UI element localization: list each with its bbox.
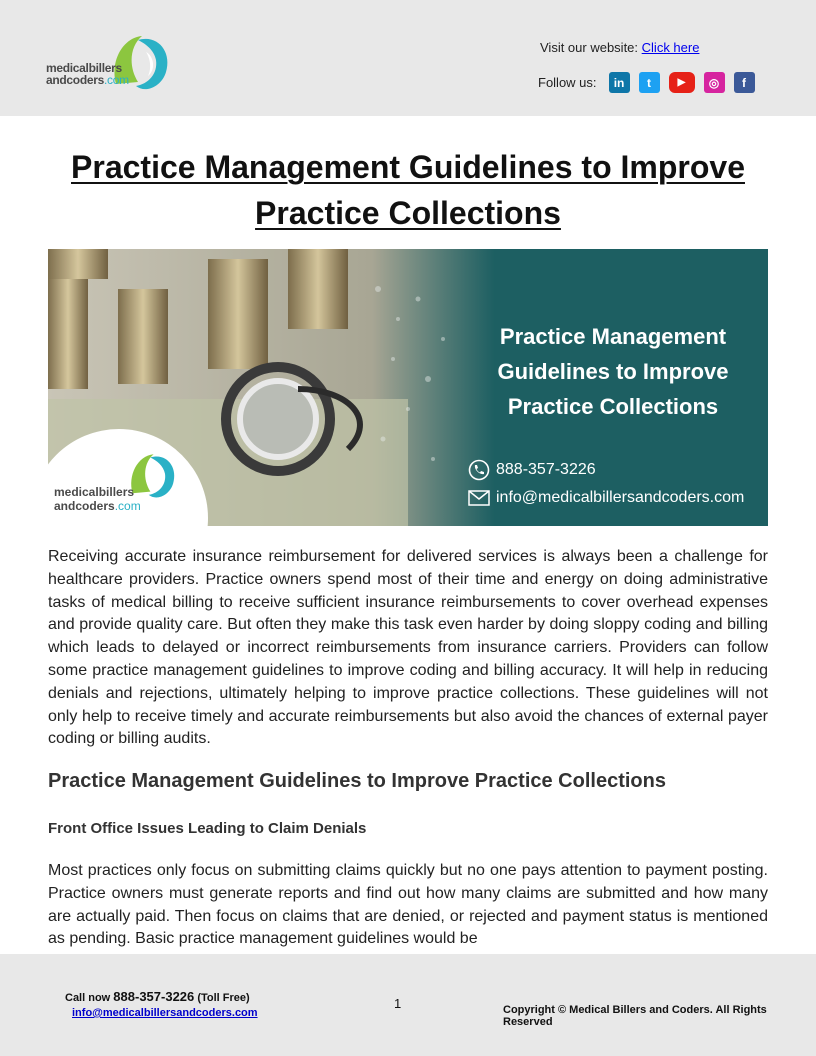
body-paragraph: Most practices only focus on submitting claims quickly but no one pays attention to payment posting. Practice owners must generate reports and find out how many claims are submitted and how many are actually paid. Then focus on claims that are denied, or rejected and payment status is mentioned as pending. Basic practice management guidelines would be: [48, 862, 768, 948]
follow-label: Follow us:: [538, 75, 597, 90]
youtube-icon[interactable]: ▶: [669, 72, 695, 93]
banner-phone: 888-357-3226: [468, 456, 744, 484]
hero-banner-image: [48, 249, 768, 526]
twitter-icon[interactable]: t: [639, 72, 660, 93]
page-header: [0, 0, 816, 116]
footer-phone[interactable]: 888-357-3226: [113, 989, 195, 1004]
email-icon: [468, 490, 490, 506]
linkedin-icon[interactable]: in: [609, 72, 630, 93]
website-link[interactable]: Click here: [641, 40, 700, 55]
page-number: 1: [394, 996, 402, 1011]
subsection-heading: Front Office Issues Leading to Claim Denials: [48, 820, 367, 837]
company-logo[interactable]: [46, 32, 176, 98]
page-title: Practice Management Guidelines to Improve Practice Collections: [71, 149, 745, 231]
footer-email-link[interactable]: info@medicalbillersandcoders.com: [72, 1007, 258, 1019]
follow-us: [538, 72, 764, 93]
banner-title: Practice Management Guidelines to Improve Practice Collections: [497, 324, 729, 419]
banner-contact: [468, 456, 744, 512]
instagram-icon[interactable]: ◎: [704, 72, 725, 93]
visit-label: Visit our website:: [540, 40, 639, 55]
footer-call: Call now 888-357-3226 (Toll Free): [65, 989, 250, 1004]
banner-logo-text: medicalbillers andcoders.com: [54, 485, 141, 513]
logo-text: medicalbillers andcoders.com: [46, 61, 129, 87]
phone-icon: [468, 459, 490, 481]
section-heading: Practice Management Guidelines to Improve Practice Collections: [48, 770, 666, 792]
page-footer: [0, 954, 816, 1056]
copyright: Copyright © Medical Billers and Coders. All Rights Reserved: [503, 1004, 767, 1028]
intro-paragraph: Receiving accurate insurance reimbursement for delivered services is always been a challenge for healthcare providers. Practice owners spend most of their time and energy on doing administrative tasks of medical billing to receive sufficient insurance reimbursements to cover overhead expenses and provide quality care. But often they make this task even harder by doing sloppy coding and billing which leads to delayed or incorrect reimbursements from insurance carriers. Providers can follow some practice management guidelines to improve coding and billing accuracy. It will help in reducing denials and rejections, ultimately helping to improve practice collections. These guidelines will not only help to receive timely and accurate reimbursements but also avoid the chances of external payer coding or billing audits.: [48, 548, 768, 748]
banner-email: info@medicalbillersandcoders.com: [468, 484, 744, 512]
facebook-icon[interactable]: f: [734, 72, 755, 93]
visit-website: [540, 40, 699, 55]
